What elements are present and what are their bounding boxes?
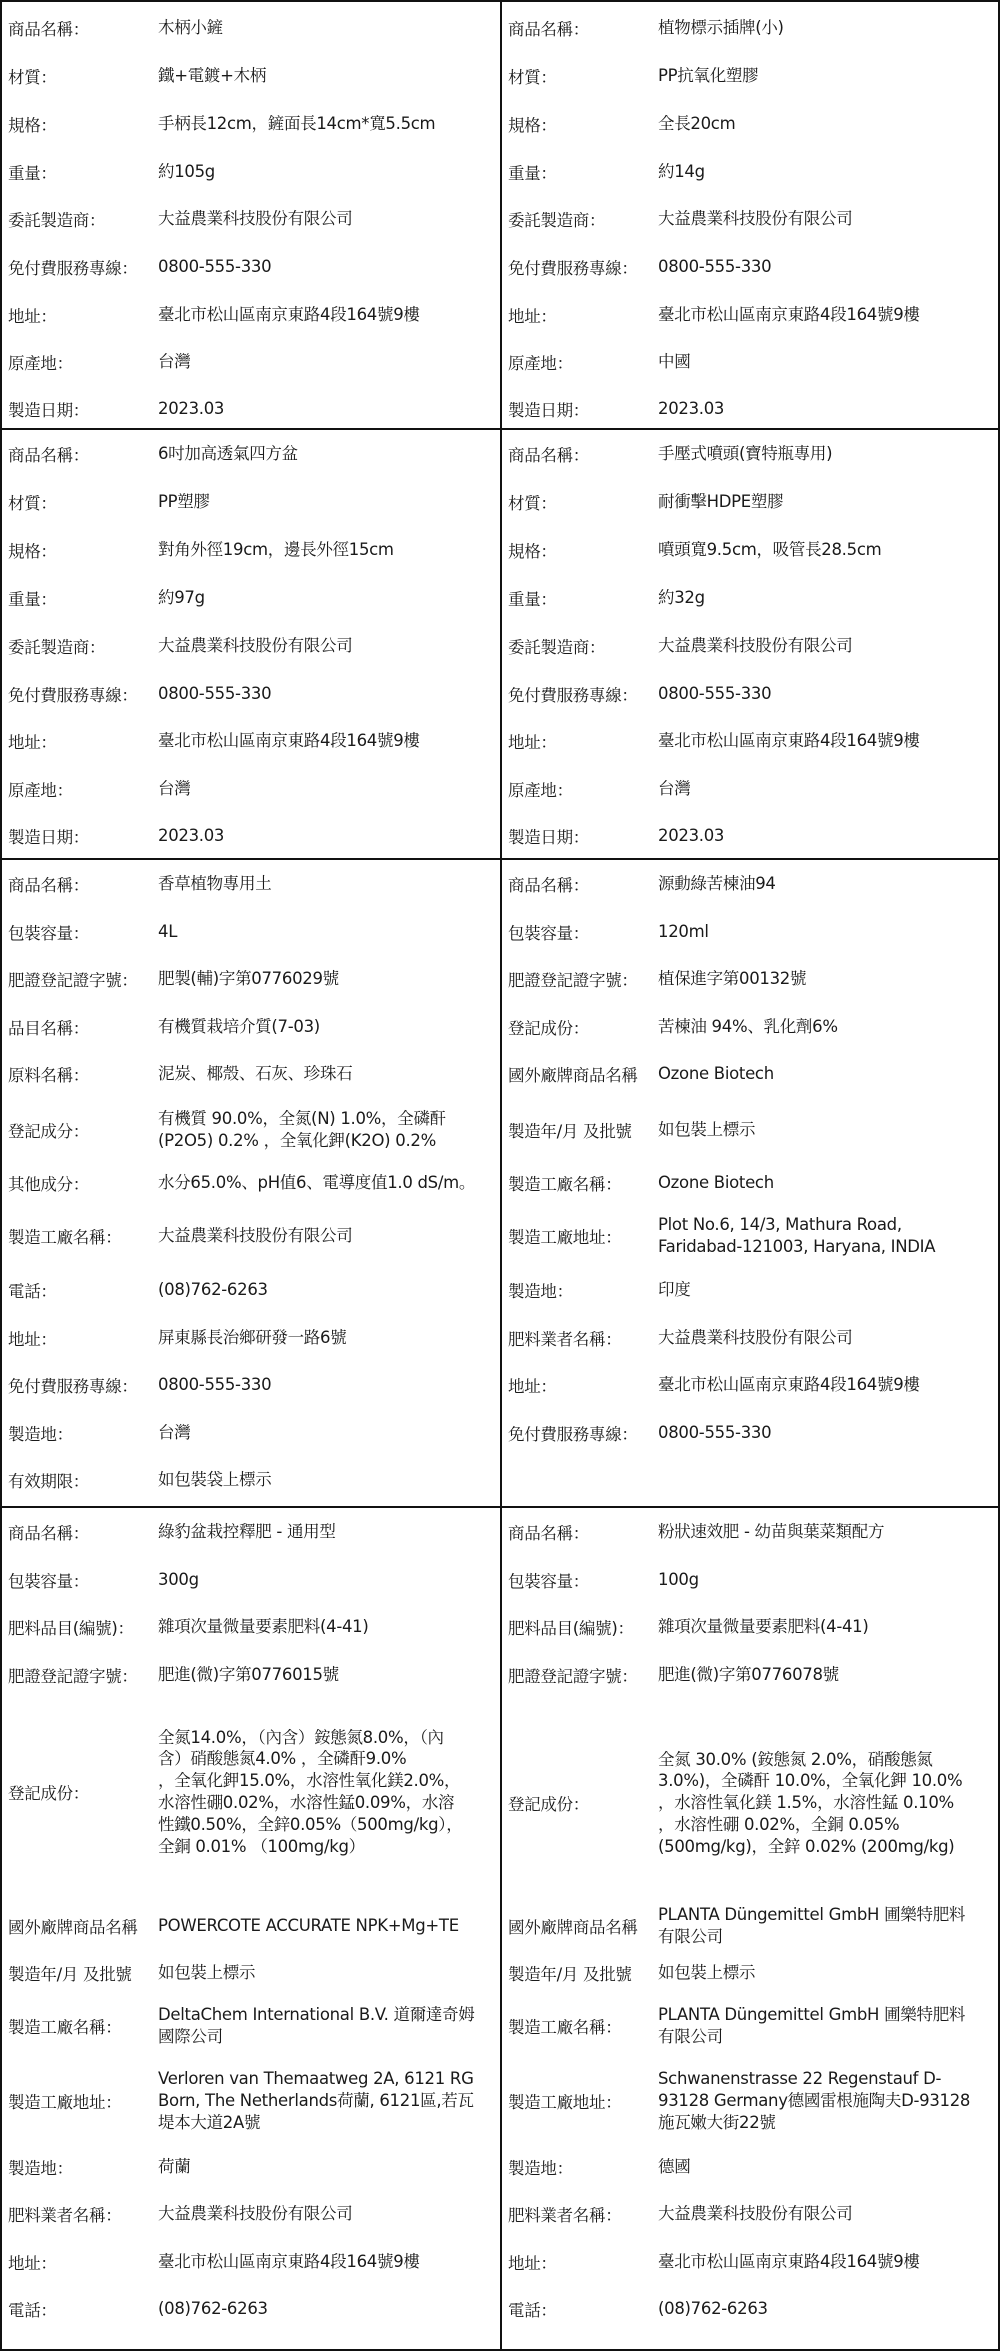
spec-row: [2, 106, 500, 142]
spec-row: [502, 2291, 998, 2327]
field-label: 地址：: [508, 2254, 557, 2273]
field-value: 雜項次量微量要素肥料(4-41): [658, 1617, 869, 1637]
field-label: 國外廠牌商品名稱: [508, 1066, 638, 1085]
field-value: 泥炭、椰殼、石灰、珍珠石: [158, 1064, 353, 1084]
field-value: 耐衝擊HDPE塑膠: [658, 492, 784, 512]
spec-row: [502, 58, 998, 94]
spec-row: [502, 532, 998, 568]
field-value: 約32g: [658, 588, 705, 608]
field-value: 植保進字第00132號: [658, 969, 807, 989]
field-value: 0800-555-330: [158, 684, 272, 704]
field-value: (08)762-6263: [158, 2299, 268, 2319]
field-value: 臺北市松山區南京東路4段164號9樓: [158, 731, 420, 751]
field-label: 製造工廠地址：: [8, 2093, 122, 2112]
field-value: 臺北市松山區南京東路4段164號9樓: [658, 1375, 920, 1395]
spec-row: [2, 1367, 500, 1403]
field-label: 肥證登記證字號：: [8, 971, 138, 990]
spec-row: [502, 1415, 998, 1451]
field-value: 0800-555-330: [658, 1423, 772, 1443]
spec-panel-controlled-release-fertilizer: [0, 1506, 502, 2351]
field-value: 如包裝上標示: [658, 1120, 756, 1140]
spec-panel-spray-head: [500, 428, 1000, 860]
field-label: 規格：: [508, 542, 557, 561]
field-label: 商品名稱：: [508, 20, 590, 39]
spec-row: [502, 2061, 998, 2141]
field-label: 重量：: [8, 590, 57, 609]
field-value: 大益農業科技股份有限公司: [658, 1328, 853, 1348]
field-label: 重量：: [8, 164, 57, 183]
field-label: 包裝容量：: [508, 1572, 590, 1591]
spec-row: [2, 1056, 500, 1092]
field-value: 大益農業科技股份有限公司: [158, 636, 353, 656]
field-value: 水分65.0%、pH值6、電導度值1.0 dS/m。: [158, 1173, 476, 1193]
field-label: 製造日期：: [8, 828, 90, 847]
field-label: 委託製造商：: [8, 211, 106, 230]
spec-row: [502, 1272, 998, 1308]
spec-panel-herb-soil: [0, 858, 502, 1508]
field-label: 委託製造商：: [508, 211, 606, 230]
field-value: 荷蘭: [158, 2157, 191, 2177]
field-label: 製造日期：: [508, 828, 590, 847]
spec-row: [2, 1609, 500, 1645]
field-value: 台灣: [158, 779, 191, 799]
field-label: 原產地：: [508, 781, 573, 800]
spec-row: [2, 2291, 500, 2327]
field-label: 其他成分：: [8, 1175, 90, 1194]
field-label: 委託製造商：: [508, 638, 606, 657]
field-value: 如包裝上標示: [658, 1963, 756, 1983]
field-value: Schwanenstrasse 22 Regenstauf D- 93128 Germany德國雷根施陶夫D-93128 施瓦嫩大街22號: [658, 2069, 971, 2132]
field-value: 手壓式噴頭(寶特瓶專用): [658, 444, 833, 464]
field-label: 製造工廠名稱：: [8, 1228, 122, 1247]
field-label: 電話：: [8, 1282, 57, 1301]
spec-row: [502, 1514, 998, 1550]
spec-row: [2, 297, 500, 333]
spec-row: [2, 10, 500, 46]
spec-panel-square-pot: [0, 428, 502, 860]
field-label: 規格：: [508, 116, 557, 135]
field-label: 商品名稱：: [8, 876, 90, 895]
field-value: 約14g: [658, 162, 705, 182]
spec-row: [502, 723, 998, 759]
field-value: DeltaChem International B.V. 道爾達奇姆 國際公司: [158, 2005, 475, 2046]
spec-row: [2, 532, 500, 568]
spec-row: [502, 1367, 998, 1403]
field-value: 6吋加高透氣四方盆: [158, 444, 298, 464]
field-label: 製造地：: [8, 2159, 73, 2178]
field-label: 材質：: [8, 494, 57, 513]
spec-row: [502, 106, 998, 142]
spec-row: [2, 1218, 500, 1254]
field-label: 材質：: [508, 494, 557, 513]
spec-row: [2, 580, 500, 616]
field-label: 地址：: [508, 1377, 557, 1396]
field-label: 製造工廠地址：: [508, 2093, 622, 2112]
field-value: Verloren van Themaatweg 2A, 6121 RG Born, The Netherlands荷蘭, 6121區,若瓦 堤本大道2A號: [158, 2069, 474, 2132]
field-value: 0800-555-330: [658, 257, 772, 277]
spec-row: [502, 818, 998, 854]
field-label: 包裝容量：: [508, 924, 590, 943]
spec-row: [2, 344, 500, 380]
field-label: 肥料業者名稱：: [508, 2206, 622, 2225]
spec-row: [2, 2061, 500, 2141]
field-value: 如包裝袋上標示: [158, 1470, 272, 1490]
spec-row: [2, 961, 500, 997]
spec-row: [502, 961, 998, 997]
field-value: 大益農業科技股份有限公司: [658, 2204, 853, 2224]
spec-row: [502, 1056, 998, 1092]
spec-row: [502, 580, 998, 616]
field-label: 地址：: [508, 307, 557, 326]
spec-panel-powder-fertilizer: [500, 1506, 1000, 2351]
spec-row: [502, 2196, 998, 2232]
field-value: 香草植物專用土: [158, 874, 272, 894]
spec-panel-plant-label: [500, 0, 1000, 430]
spec-row: [2, 1657, 500, 1693]
field-value: 0800-555-330: [158, 257, 272, 277]
spec-panel-neem-oil: [500, 858, 1000, 1508]
field-label: 規格：: [8, 116, 57, 135]
spec-row: [2, 2244, 500, 2280]
spec-row: [502, 297, 998, 333]
spec-row: [2, 1415, 500, 1451]
field-label: 製造年/月 及批號: [8, 1965, 132, 1984]
spec-row: [502, 201, 998, 237]
field-label: 地址：: [8, 307, 57, 326]
field-value: 120ml: [658, 922, 709, 942]
field-label: 地址：: [8, 1330, 57, 1349]
field-label: 有效期限：: [8, 1472, 90, 1491]
field-value: 苦楝油 94%、乳化劑6%: [658, 1017, 838, 1037]
field-value: 有機質 90.0%，全氮(N) 1.0%，全磷酐 (P2O5) 0.2% ，全氧化鉀(K2O) 0.2%: [158, 1109, 446, 1150]
field-label: 商品名稱：: [508, 876, 590, 895]
field-value: 臺北市松山區南京東路4段164號9樓: [158, 2252, 420, 2272]
field-label: 包裝容量：: [8, 924, 90, 943]
field-label: 登記成分：: [8, 1122, 90, 1141]
spec-row: [502, 344, 998, 380]
field-label: 包裝容量：: [8, 1572, 90, 1591]
spec-row: [2, 1165, 500, 1201]
spec-panel-hand-trowel: [0, 0, 502, 430]
field-label: 製造地：: [508, 2159, 573, 2178]
spec-row: [502, 1562, 998, 1598]
field-label: 商品名稱：: [8, 1524, 90, 1543]
spec-row: [2, 1514, 500, 1550]
field-label: 肥料業者名稱：: [508, 1330, 622, 1349]
field-value: 印度: [658, 1280, 691, 1300]
field-label: 重量：: [508, 590, 557, 609]
spec-row: [502, 1207, 998, 1265]
field-label: 商品名稱：: [8, 20, 90, 39]
field-label: 製造地：: [8, 1425, 73, 1444]
field-value: PLANTA Düngemittel GmbH 圃樂特肥料 有限公司: [658, 1905, 966, 1946]
spec-row: [2, 484, 500, 520]
field-value: 2023.03: [658, 399, 725, 419]
spec-row: [502, 391, 998, 427]
spec-row: [2, 676, 500, 712]
field-label: 登記成份：: [508, 1795, 590, 1814]
field-value: 全氮14.0%，（內含）銨態氮8.0%，（內 含）硝酸態氮4.0% ，全磷酐9.0% ，全氧化鉀15.0%，水溶性氧化鎂2.0%， 水溶性硼0.02%，水溶性錳0.09%，水溶 性鐵0.50%，全鋅0.05%（500mg/kg）， 全銅 0.01% （100mg/kg）: [158, 1727, 463, 1856]
spec-row: [502, 1112, 998, 1148]
field-value: 4L: [158, 922, 178, 942]
field-value: 肥製(輔)字第0776029號: [158, 969, 339, 989]
field-label: 電話：: [508, 2301, 557, 2320]
field-value: 臺北市松山區南京東路4段164號9樓: [658, 305, 920, 325]
field-label: 製造日期：: [8, 401, 90, 420]
field-label: 規格：: [8, 542, 57, 561]
spec-row: [2, 154, 500, 190]
field-label: 原產地：: [8, 781, 73, 800]
field-value: 木柄小鏟: [158, 18, 223, 38]
field-value: POWERCOTE ACCURATE NPK+Mg+TE: [158, 1916, 459, 1936]
spec-row: [502, 436, 998, 472]
spec-row: [2, 1009, 500, 1045]
field-value: 噴頭寬9.5cm，吸管長28.5cm: [658, 540, 882, 560]
field-value: PP塑膠: [158, 492, 210, 512]
field-value: 中國: [658, 352, 691, 372]
field-value: Ozone Biotech: [658, 1064, 774, 1084]
spec-row: [502, 1955, 998, 1991]
spec-row: [502, 1165, 998, 1201]
field-value: 全氮 30.0% (銨態氮 2.0%，硝酸態氮 3.0%)，全磷酐 10.0%，全氧化鉀 10.0% ，水溶性氧化鎂 1.5%，水溶性錳 0.10% ，水溶性硼 0.02%，全銅 0.05% (500mg/kg)，全鋅 0.02% (200mg/kg): [658, 1749, 963, 1856]
field-label: 免付費服務專線：: [8, 1377, 138, 1396]
field-value: 有機質栽培介質(7-03): [158, 1017, 320, 1037]
field-label: 製造工廠名稱：: [508, 1175, 622, 1194]
field-value: 大益農業科技股份有限公司: [158, 2204, 353, 2224]
field-label: 地址：: [508, 733, 557, 752]
spec-row: [502, 676, 998, 712]
spec-row: [2, 249, 500, 285]
field-label: 免付費服務專線：: [508, 686, 638, 705]
field-value: 2023.03: [158, 399, 225, 419]
field-label: 國外廠牌商品名稱: [508, 1918, 638, 1937]
spec-row: [2, 1997, 500, 2055]
field-label: 肥證登記證字號：: [508, 971, 638, 990]
spec-row: [502, 249, 998, 285]
field-label: 登記成份：: [508, 1019, 590, 1038]
field-value: 鐵+電鍍+木柄: [158, 66, 267, 86]
spec-row: [2, 914, 500, 950]
field-label: 原料名稱：: [8, 1066, 90, 1085]
spec-row: [502, 1997, 998, 2055]
field-label: 地址：: [8, 2254, 57, 2273]
field-value: 綠豹盆栽控釋肥 - 通用型: [158, 1522, 336, 1542]
field-value: 粉狀速效肥 - 幼苗與葉菜類配方: [658, 1522, 885, 1542]
spec-row: [502, 10, 998, 46]
field-label: 製造年/月 及批號: [508, 1122, 632, 1141]
field-label: 登記成份：: [8, 1784, 90, 1803]
field-label: 原產地：: [8, 354, 73, 373]
field-value: 雜項次量微量要素肥料(4-41): [158, 1617, 369, 1637]
spec-row: [502, 154, 998, 190]
field-value: 全長20cm: [658, 114, 736, 134]
spec-row: [2, 1562, 500, 1598]
spec-row: [502, 1897, 998, 1955]
spec-row: [2, 1272, 500, 1308]
field-label: 免付費服務專線：: [508, 1425, 638, 1444]
field-label: 免付費服務專線：: [508, 259, 638, 278]
field-label: 肥料品目(編號)：: [508, 1619, 634, 1638]
spec-row: [2, 1320, 500, 1356]
field-value: PP抗氧化塑膠: [658, 66, 759, 86]
spec-row: [502, 2149, 998, 2185]
spec-row: [502, 866, 998, 902]
field-value: 0800-555-330: [658, 684, 772, 704]
field-value: 源動綠苦楝油94: [658, 874, 776, 894]
spec-row: [502, 914, 998, 950]
field-value: 臺北市松山區南京東路4段164號9樓: [658, 731, 920, 751]
field-label: 肥證登記證字號：: [508, 1667, 638, 1686]
field-value: 大益農業科技股份有限公司: [658, 209, 853, 229]
spec-row: [2, 1955, 500, 1991]
spec-row: [2, 1708, 500, 1876]
field-label: 肥料品目(編號)：: [8, 1619, 134, 1638]
field-label: 製造日期：: [508, 401, 590, 420]
field-label: 免付費服務專線：: [8, 686, 138, 705]
spec-row: [502, 1657, 998, 1693]
field-label: 品目名稱：: [8, 1019, 90, 1038]
field-value: PLANTA Düngemittel GmbH 圃樂特肥料 有限公司: [658, 2005, 966, 2046]
spec-row: [2, 866, 500, 902]
field-label: 國外廠牌商品名稱: [8, 1918, 138, 1937]
spec-row: [502, 1009, 998, 1045]
field-value: 肥進(微)字第0776078號: [658, 1665, 839, 1685]
spec-row: [502, 628, 998, 664]
field-value: 德國: [658, 2157, 691, 2177]
field-label: 商品名稱：: [8, 446, 90, 465]
field-value: 如包裝上標示: [158, 1963, 256, 1983]
spec-row: [502, 2244, 998, 2280]
spec-row: [502, 1733, 998, 1873]
spec-row: [502, 1320, 998, 1356]
field-value: 臺北市松山區南京東路4段164號9樓: [158, 305, 420, 325]
spec-row: [2, 723, 500, 759]
field-value: 對角外徑19cm，邊長外徑15cm: [158, 540, 394, 560]
spec-row: [502, 484, 998, 520]
spec-row: [2, 391, 500, 427]
field-value: 肥進(微)字第0776015號: [158, 1665, 339, 1685]
spec-row: [2, 436, 500, 472]
spec-row: [502, 1609, 998, 1645]
field-label: 材質：: [8, 68, 57, 87]
field-value: 300g: [158, 1570, 199, 1590]
field-label: 委託製造商：: [8, 638, 106, 657]
field-value: (08)762-6263: [658, 2299, 768, 2319]
field-value: 植物標示插牌(小): [658, 18, 784, 38]
field-value: 大益農業科技股份有限公司: [158, 209, 353, 229]
spec-row: [2, 2149, 500, 2185]
field-value: 台灣: [158, 1423, 191, 1443]
field-value: 2023.03: [158, 826, 225, 846]
field-label: 重量：: [508, 164, 557, 183]
spec-row: [2, 2196, 500, 2232]
field-value: 屏東縣長治鄉研發一路6號: [158, 1328, 347, 1348]
field-label: 電話：: [8, 2301, 57, 2320]
spec-row: [2, 1908, 500, 1944]
field-value: 約97g: [158, 588, 205, 608]
field-label: 製造工廠名稱：: [508, 2018, 622, 2037]
field-label: 製造年/月 及批號: [508, 1965, 632, 1984]
field-value: 2023.03: [658, 826, 725, 846]
field-value: 手柄長12cm，鏟面長14cm*寬5.5cm: [158, 114, 436, 134]
spec-row: [2, 818, 500, 854]
spec-row: [2, 771, 500, 807]
field-label: 肥料業者名稱：: [8, 2206, 122, 2225]
field-value: 100g: [658, 1570, 699, 1590]
field-value: 大益農業科技股份有限公司: [158, 1226, 353, 1246]
field-label: 製造工廠地址：: [508, 1228, 622, 1247]
field-value: (08)762-6263: [158, 1280, 268, 1300]
field-label: 原產地：: [508, 354, 573, 373]
spec-row: [2, 58, 500, 94]
field-label: 製造工廠名稱：: [8, 2018, 122, 2037]
field-value: 約105g: [158, 162, 215, 182]
field-value: 大益農業科技股份有限公司: [658, 636, 853, 656]
field-value: 臺北市松山區南京東路4段164號9樓: [658, 2252, 920, 2272]
field-value: Plot No.6, 14/3, Mathura Road, Faridabad-121003, Haryana, INDIA: [658, 1215, 936, 1256]
field-value: 台灣: [658, 779, 691, 799]
spec-row: [502, 771, 998, 807]
field-value: 台灣: [158, 352, 191, 372]
field-label: 商品名稱：: [508, 446, 590, 465]
field-label: 地址：: [8, 733, 57, 752]
field-label: 商品名稱：: [508, 1524, 590, 1543]
field-label: 免付費服務專線：: [8, 259, 138, 278]
spec-row: [2, 1462, 500, 1498]
spec-row: [2, 628, 500, 664]
field-label: 製造地：: [508, 1282, 573, 1301]
field-value: Ozone Biotech: [658, 1173, 774, 1193]
field-label: 材質：: [508, 68, 557, 87]
field-label: 肥證登記證字號：: [8, 1667, 138, 1686]
spec-row: [2, 1101, 500, 1159]
spec-row: [2, 201, 500, 237]
field-value: 0800-555-330: [158, 1375, 272, 1395]
